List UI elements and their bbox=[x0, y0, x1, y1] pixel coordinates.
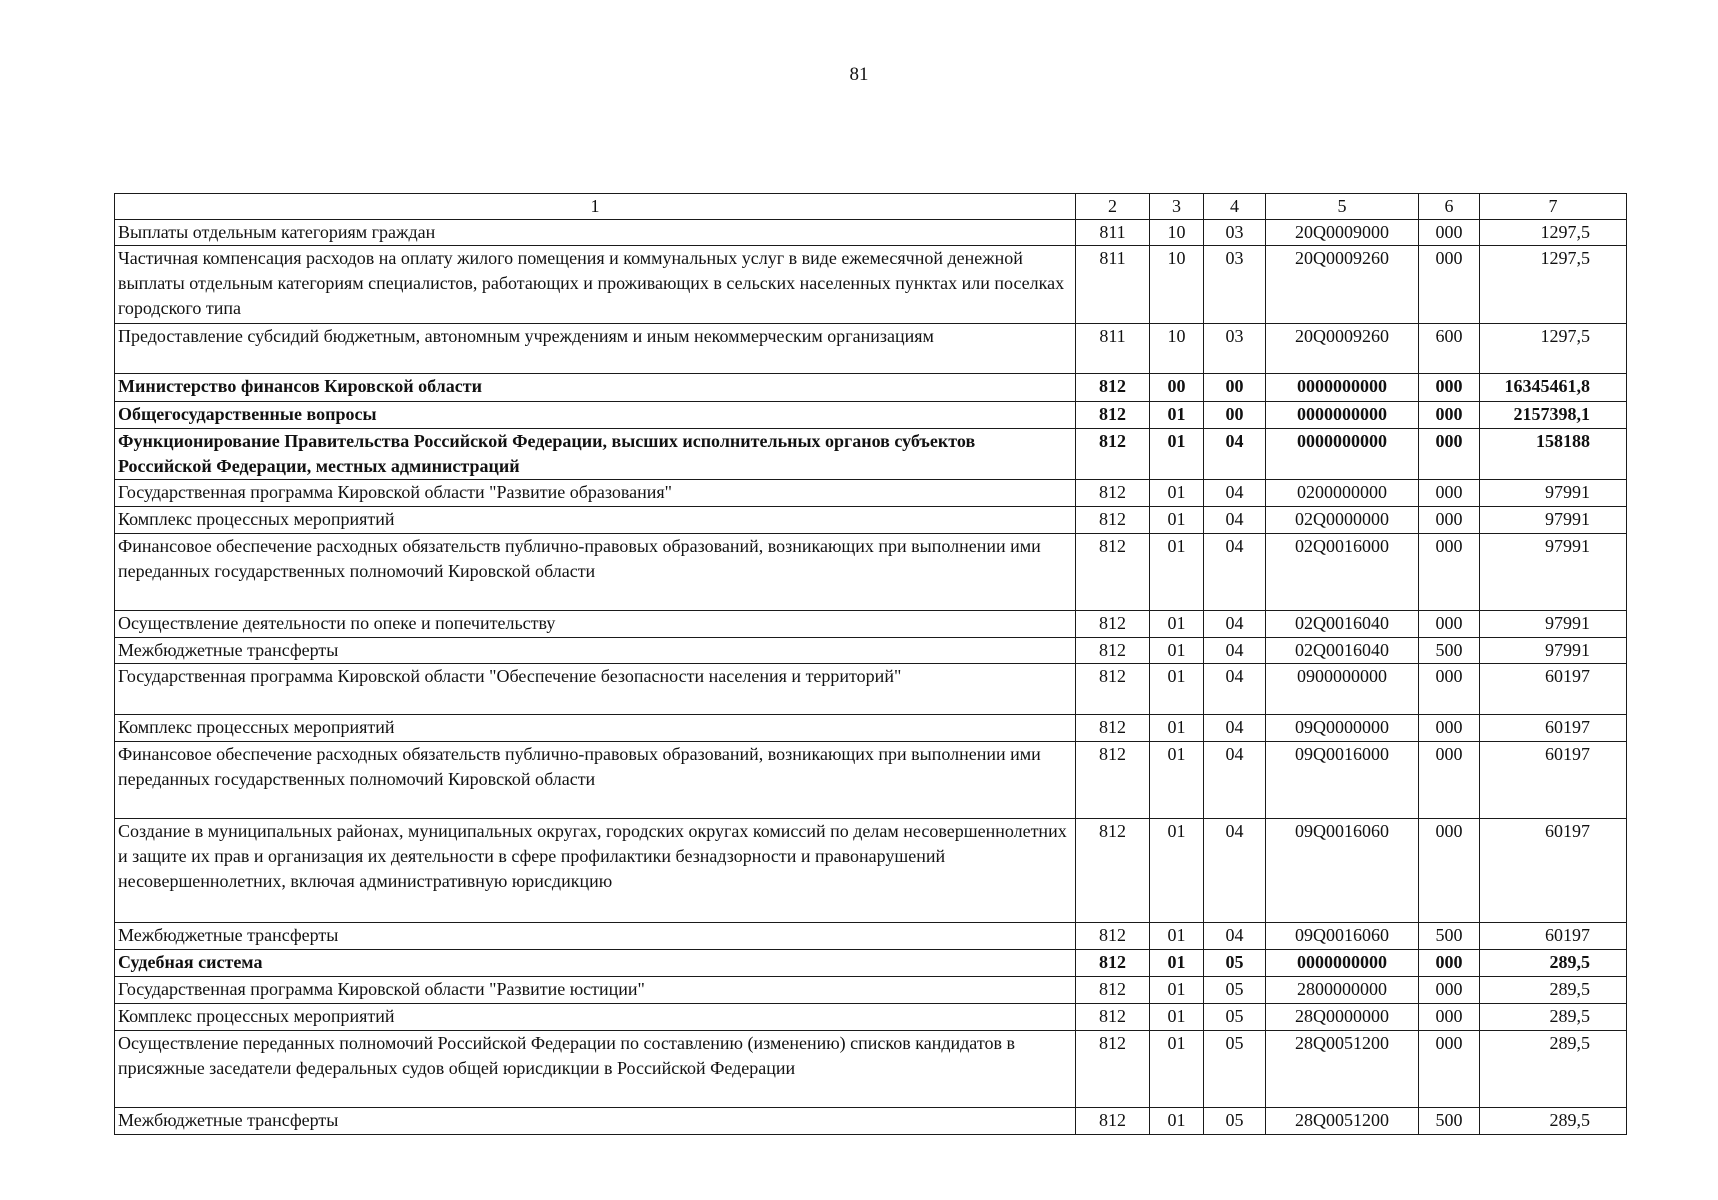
table-row bbox=[115, 534, 1627, 611]
row-name-cell: Министерство финансов Кировской области bbox=[115, 374, 1076, 402]
table-row bbox=[115, 1004, 1627, 1031]
code-section-cell: 01 bbox=[1150, 480, 1204, 507]
code-admin-cell: 811 bbox=[1076, 246, 1150, 324]
code-subsection-cell: 00 bbox=[1204, 374, 1266, 402]
code-expense-type-cell: 000 bbox=[1419, 402, 1480, 429]
code-section-cell: 10 bbox=[1150, 324, 1204, 374]
code-subsection-cell: 04 bbox=[1204, 715, 1266, 742]
row-name-cell: Межбюджетные трансферты bbox=[115, 1108, 1076, 1135]
row-name-cell: Финансовое обеспечение расходных обязательств публично-правовых образований, возникающих при выполнении ими переданных государственных полномочий Кировской области bbox=[115, 534, 1076, 611]
code-target-cell: 02Q0016040 bbox=[1266, 611, 1419, 638]
row-name-cell: Межбюджетные трансферты bbox=[115, 638, 1076, 664]
amount-cell: 289,5 bbox=[1480, 1004, 1627, 1031]
code-expense-type-cell: 000 bbox=[1419, 220, 1480, 246]
code-section-cell: 01 bbox=[1150, 1108, 1204, 1135]
code-subsection-cell: 04 bbox=[1204, 480, 1266, 507]
table-row bbox=[115, 374, 1627, 402]
code-section-cell: 01 bbox=[1150, 819, 1204, 923]
code-section-cell: 00 bbox=[1150, 374, 1204, 402]
table-header-row bbox=[115, 194, 1627, 220]
code-target-cell: 28Q0000000 bbox=[1266, 1004, 1419, 1031]
code-section-cell: 01 bbox=[1150, 402, 1204, 429]
code-subsection-cell: 04 bbox=[1204, 611, 1266, 638]
code-subsection-cell: 03 bbox=[1204, 324, 1266, 374]
code-section-cell: 10 bbox=[1150, 246, 1204, 324]
code-expense-type-cell: 000 bbox=[1419, 664, 1480, 715]
code-target-cell: 20Q0009260 bbox=[1266, 324, 1419, 374]
code-section-cell: 01 bbox=[1150, 977, 1204, 1004]
amount-cell: 97991 bbox=[1480, 611, 1627, 638]
code-expense-type-cell: 000 bbox=[1419, 715, 1480, 742]
code-expense-type-cell: 000 bbox=[1419, 480, 1480, 507]
code-subsection-cell: 04 bbox=[1204, 742, 1266, 819]
row-name-cell: Выплаты отдельным категориям граждан bbox=[115, 220, 1076, 246]
code-target-cell: 0900000000 bbox=[1266, 664, 1419, 715]
code-admin-cell: 811 bbox=[1076, 324, 1150, 374]
amount-cell: 97991 bbox=[1480, 507, 1627, 534]
code-subsection-cell: 05 bbox=[1204, 1108, 1266, 1135]
code-admin-cell: 812 bbox=[1076, 374, 1150, 402]
row-name-cell: Создание в муниципальных районах, муниципальных округах, городских округах комиссий по делам несовершеннолетних и защите их прав и организация их деятельности в сфере профилактики безнадзорности и правонарушений несовершеннолетних, включая административную юрисдикцию bbox=[115, 819, 1076, 923]
code-admin-cell: 812 bbox=[1076, 1031, 1150, 1108]
row-name-cell: Общегосударственные вопросы bbox=[115, 402, 1076, 429]
code-admin-cell: 812 bbox=[1076, 664, 1150, 715]
row-name-cell: Государственная программа Кировской области "Развитие образования" bbox=[115, 480, 1076, 507]
code-admin-cell: 812 bbox=[1076, 715, 1150, 742]
amount-cell: 60197 bbox=[1480, 819, 1627, 923]
code-admin-cell: 811 bbox=[1076, 220, 1150, 246]
row-name-cell: Комплекс процессных мероприятий bbox=[115, 1004, 1076, 1031]
amount-cell: 289,5 bbox=[1480, 977, 1627, 1004]
header-cell: 2 bbox=[1076, 194, 1150, 220]
table-row bbox=[115, 819, 1627, 923]
code-expense-type-cell: 000 bbox=[1419, 1004, 1480, 1031]
table-row bbox=[115, 977, 1627, 1004]
code-subsection-cell: 03 bbox=[1204, 246, 1266, 324]
code-expense-type-cell: 000 bbox=[1419, 950, 1480, 977]
code-admin-cell: 812 bbox=[1076, 819, 1150, 923]
row-name-cell: Осуществление переданных полномочий Российской Федерации по составлению (изменению) списков кандидатов в присяжные заседатели федеральных судов общей юрисдикции в Российской Федерации bbox=[115, 1031, 1076, 1108]
row-name-cell: Комплекс процессных мероприятий bbox=[115, 507, 1076, 534]
code-target-cell: 20Q0009260 bbox=[1266, 246, 1419, 324]
code-expense-type-cell: 500 bbox=[1419, 638, 1480, 664]
row-name-cell: Судебная система bbox=[115, 950, 1076, 977]
code-subsection-cell: 04 bbox=[1204, 638, 1266, 664]
code-target-cell: 02Q0016000 bbox=[1266, 534, 1419, 611]
code-expense-type-cell: 000 bbox=[1419, 246, 1480, 324]
table-row bbox=[115, 638, 1627, 664]
code-expense-type-cell: 500 bbox=[1419, 923, 1480, 950]
code-subsection-cell: 05 bbox=[1204, 1004, 1266, 1031]
table-row bbox=[115, 1031, 1627, 1108]
table-row bbox=[115, 402, 1627, 429]
code-section-cell: 01 bbox=[1150, 742, 1204, 819]
row-name-cell: Частичная компенсация расходов на оплату жилого помещения и коммунальных услуг в виде ежемесячной денежной выплаты отдельным категориям специалистов, работающих и проживающих в сельских населенных пунктах или поселках городского типа bbox=[115, 246, 1076, 324]
row-name-cell: Государственная программа Кировской области "Развитие юстиции" bbox=[115, 977, 1076, 1004]
amount-cell: 60197 bbox=[1480, 715, 1627, 742]
table-row bbox=[115, 611, 1627, 638]
table-row bbox=[115, 715, 1627, 742]
amount-cell: 1297,5 bbox=[1480, 246, 1627, 324]
code-expense-type-cell: 000 bbox=[1419, 1031, 1480, 1108]
amount-cell: 1297,5 bbox=[1480, 220, 1627, 246]
code-target-cell: 20Q0009000 bbox=[1266, 220, 1419, 246]
amount-cell: 60197 bbox=[1480, 923, 1627, 950]
code-target-cell: 0200000000 bbox=[1266, 480, 1419, 507]
code-subsection-cell: 04 bbox=[1204, 507, 1266, 534]
code-target-cell: 0000000000 bbox=[1266, 402, 1419, 429]
code-section-cell: 01 bbox=[1150, 715, 1204, 742]
table-row bbox=[115, 507, 1627, 534]
budget-table bbox=[114, 193, 1627, 1135]
code-admin-cell: 812 bbox=[1076, 977, 1150, 1004]
code-subsection-cell: 03 bbox=[1204, 220, 1266, 246]
code-target-cell: 09Q0016060 bbox=[1266, 819, 1419, 923]
amount-cell: 1297,5 bbox=[1480, 324, 1627, 374]
code-admin-cell: 812 bbox=[1076, 1004, 1150, 1031]
row-name-cell: Финансовое обеспечение расходных обязательств публично-правовых образований, возникающих при выполнении ими переданных государственных полномочий Кировской области bbox=[115, 742, 1076, 819]
code-subsection-cell: 00 bbox=[1204, 402, 1266, 429]
row-name-cell: Комплекс процессных мероприятий bbox=[115, 715, 1076, 742]
table-row bbox=[115, 220, 1627, 246]
code-expense-type-cell: 500 bbox=[1419, 1108, 1480, 1135]
code-admin-cell: 812 bbox=[1076, 534, 1150, 611]
code-admin-cell: 812 bbox=[1076, 638, 1150, 664]
code-admin-cell: 812 bbox=[1076, 402, 1150, 429]
header-cell: 1 bbox=[115, 194, 1076, 220]
code-admin-cell: 812 bbox=[1076, 742, 1150, 819]
row-name-cell: Функционирование Правительства Российской Федерации, высших исполнительных органов субъектов Российской Федерации, местных администраций bbox=[115, 429, 1076, 480]
code-admin-cell: 812 bbox=[1076, 950, 1150, 977]
code-subsection-cell: 04 bbox=[1204, 429, 1266, 480]
code-subsection-cell: 04 bbox=[1204, 923, 1266, 950]
code-subsection-cell: 04 bbox=[1204, 819, 1266, 923]
table-row bbox=[115, 1108, 1627, 1135]
amount-cell: 16345461,8 bbox=[1480, 374, 1627, 402]
row-name-cell: Межбюджетные трансферты bbox=[115, 923, 1076, 950]
amount-cell: 60197 bbox=[1480, 664, 1627, 715]
table-row bbox=[115, 664, 1627, 715]
row-name-cell: Осуществление деятельности по опеке и попечительству bbox=[115, 611, 1076, 638]
code-expense-type-cell: 000 bbox=[1419, 977, 1480, 1004]
table-row bbox=[115, 923, 1627, 950]
code-section-cell: 10 bbox=[1150, 220, 1204, 246]
code-expense-type-cell: 600 bbox=[1419, 324, 1480, 374]
table-body bbox=[115, 194, 1627, 1135]
code-admin-cell: 812 bbox=[1076, 1108, 1150, 1135]
row-name-cell: Предоставление субсидий бюджетным, автономным учреждениям и иным некоммерческим организациям bbox=[115, 324, 1076, 374]
amount-cell: 289,5 bbox=[1480, 1108, 1627, 1135]
row-name-cell: Государственная программа Кировской области "Обеспечение безопасности населения и территорий" bbox=[115, 664, 1076, 715]
code-target-cell: 09Q0016000 bbox=[1266, 742, 1419, 819]
code-target-cell: 2800000000 bbox=[1266, 977, 1419, 1004]
table-row bbox=[115, 480, 1627, 507]
header-cell: 7 bbox=[1480, 194, 1627, 220]
table-row bbox=[115, 742, 1627, 819]
code-target-cell: 28Q0051200 bbox=[1266, 1031, 1419, 1108]
code-subsection-cell: 04 bbox=[1204, 664, 1266, 715]
amount-cell: 2157398,1 bbox=[1480, 402, 1627, 429]
code-subsection-cell: 04 bbox=[1204, 534, 1266, 611]
code-section-cell: 01 bbox=[1150, 507, 1204, 534]
code-target-cell: 28Q0051200 bbox=[1266, 1108, 1419, 1135]
code-section-cell: 01 bbox=[1150, 429, 1204, 480]
code-subsection-cell: 05 bbox=[1204, 1031, 1266, 1108]
amount-cell: 289,5 bbox=[1480, 1031, 1627, 1108]
code-expense-type-cell: 000 bbox=[1419, 429, 1480, 480]
amount-cell: 158188 bbox=[1480, 429, 1627, 480]
table-row bbox=[115, 246, 1627, 324]
code-section-cell: 01 bbox=[1150, 664, 1204, 715]
code-section-cell: 01 bbox=[1150, 950, 1204, 977]
code-expense-type-cell: 000 bbox=[1419, 611, 1480, 638]
code-admin-cell: 812 bbox=[1076, 923, 1150, 950]
page-number: 81 bbox=[849, 64, 869, 85]
header-cell: 5 bbox=[1266, 194, 1419, 220]
code-admin-cell: 812 bbox=[1076, 480, 1150, 507]
code-target-cell: 09Q0016060 bbox=[1266, 923, 1419, 950]
amount-cell: 289,5 bbox=[1480, 950, 1627, 977]
code-target-cell: 0000000000 bbox=[1266, 429, 1419, 480]
code-expense-type-cell: 000 bbox=[1419, 819, 1480, 923]
code-target-cell: 0000000000 bbox=[1266, 374, 1419, 402]
amount-cell: 97991 bbox=[1480, 480, 1627, 507]
header-cell: 6 bbox=[1419, 194, 1480, 220]
code-expense-type-cell: 000 bbox=[1419, 534, 1480, 611]
code-admin-cell: 812 bbox=[1076, 611, 1150, 638]
code-expense-type-cell: 000 bbox=[1419, 507, 1480, 534]
header-cell: 3 bbox=[1150, 194, 1204, 220]
table-row bbox=[115, 324, 1627, 374]
code-target-cell: 0000000000 bbox=[1266, 950, 1419, 977]
header-cell: 4 bbox=[1204, 194, 1266, 220]
amount-cell: 60197 bbox=[1480, 742, 1627, 819]
table-row bbox=[115, 950, 1627, 977]
table-row bbox=[115, 429, 1627, 480]
code-expense-type-cell: 000 bbox=[1419, 742, 1480, 819]
code-section-cell: 01 bbox=[1150, 1031, 1204, 1108]
code-subsection-cell: 05 bbox=[1204, 950, 1266, 977]
code-target-cell: 02Q0016040 bbox=[1266, 638, 1419, 664]
code-section-cell: 01 bbox=[1150, 638, 1204, 664]
code-expense-type-cell: 000 bbox=[1419, 374, 1480, 402]
code-admin-cell: 812 bbox=[1076, 429, 1150, 480]
code-section-cell: 01 bbox=[1150, 611, 1204, 638]
code-section-cell: 01 bbox=[1150, 1004, 1204, 1031]
code-section-cell: 01 bbox=[1150, 923, 1204, 950]
amount-cell: 97991 bbox=[1480, 534, 1627, 611]
code-target-cell: 09Q0000000 bbox=[1266, 715, 1419, 742]
code-target-cell: 02Q0000000 bbox=[1266, 507, 1419, 534]
code-section-cell: 01 bbox=[1150, 534, 1204, 611]
amount-cell: 97991 bbox=[1480, 638, 1627, 664]
code-admin-cell: 812 bbox=[1076, 507, 1150, 534]
code-subsection-cell: 05 bbox=[1204, 977, 1266, 1004]
